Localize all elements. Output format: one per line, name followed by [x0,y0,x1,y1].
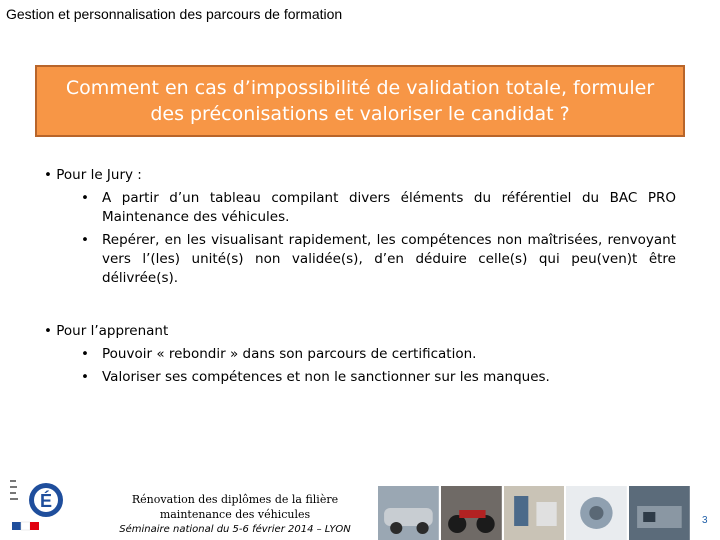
section-bullet: • [44,167,57,183]
list-item [44,345,676,364]
question-banner [35,65,685,137]
footer-line-3: Séminaire national du 5-6 février 2014 – LYON [119,524,351,535]
banner-text [52,75,668,127]
photo-car-icon [378,486,439,540]
list-item [44,189,676,227]
section-title-jury [44,166,676,185]
section-bullet: • [44,323,57,339]
footer-caption [100,492,370,538]
apprenant-list [44,345,676,387]
photo-workshop-icon [504,486,565,540]
jury-list [44,189,676,288]
vehicle-workshop-photos [378,486,690,540]
page-number: 3 [702,515,708,526]
page-header-title: Gestion et personnalisation des parcours de formation [6,6,343,22]
item-bullet: • [81,232,89,248]
svg-text:É: É [40,491,53,511]
list-item-text: A partir d’un tableau compilant divers éléments du référentiel du BAC PRO Maintenance des véhicules. [102,190,676,225]
item-bullet: • [81,369,89,385]
photo-engine-icon [566,486,627,540]
item-bullet: • [81,190,89,206]
banner-line-2: des préconisations et valoriser le candidat ? [150,103,570,125]
item-bullet: • [81,346,89,362]
content-body [44,166,676,391]
section-title-text: Pour l’apprenant [56,323,169,339]
list-item-text: Valoriser ses compétences et non le sanctionner sur les manques. [102,369,550,385]
list-item-text: Pouvoir « rebondir » dans son parcours de certification. [102,346,477,362]
footer-line-1: Rénovation des diplômes de la filière [131,493,339,506]
list-item [44,368,676,387]
footer-line-2: maintenance des véhicules [159,508,311,521]
ministry-logo-icon [8,478,66,534]
photo-garage-icon [629,486,690,540]
photo-motorbike-icon [441,486,502,540]
list-item-text: Repérer, en les visualisant rapidement, les compétences non maîtrisées, renvoyant vers l’(les) unité(s) non validée(s), d’en déduire celle(s) qui peu(ven)t être délivrée(s). [102,232,676,286]
banner-line-1: Comment en cas d’impossibilité de validation totale, formuler [65,77,655,99]
section-title-apprenant [44,322,676,341]
list-item [44,231,676,288]
section-title-text: Pour le Jury : [56,167,142,183]
